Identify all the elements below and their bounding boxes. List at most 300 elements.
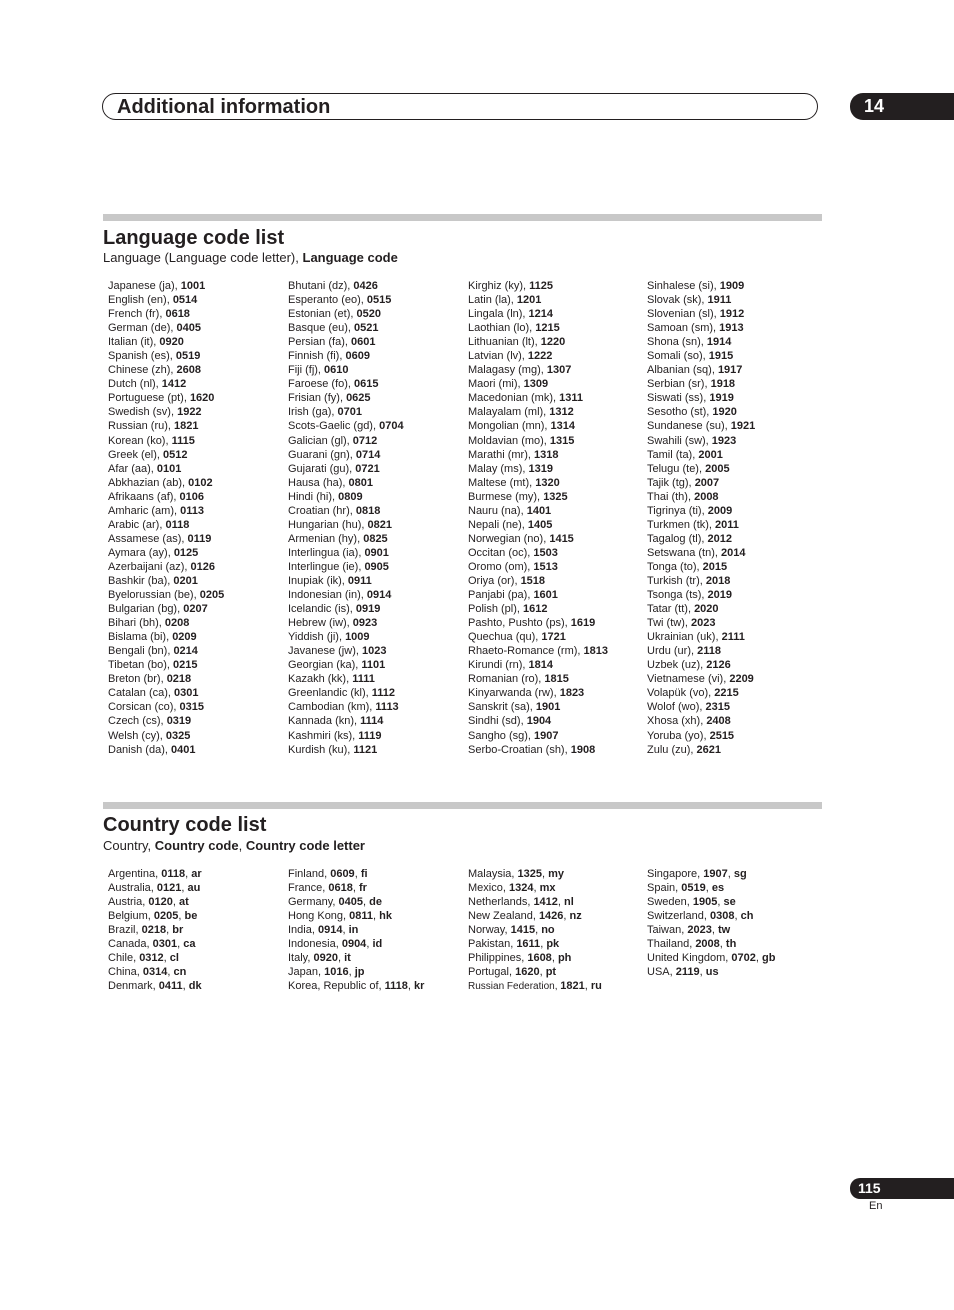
language-entry <box>288 700 404 714</box>
country-entry: Italy, 0920, it <box>288 952 351 965</box>
language-code: 1821 <box>174 420 199 433</box>
country-code: 1324 <box>508 882 534 895</box>
language-name: Scots-Gaelic (gd), <box>288 420 380 433</box>
language-name: Quechua (qu), <box>468 631 542 644</box>
language-entry <box>647 672 755 686</box>
country-entry: Brazil, 0218, br <box>108 924 184 937</box>
country-code-letter: hk <box>379 910 392 923</box>
language-name: Kashmiri (ks), <box>288 729 359 742</box>
language-entry <box>288 714 404 728</box>
language-entry <box>108 729 224 743</box>
language-name: English (en), <box>108 294 173 307</box>
language-name: Tagalog (tl), <box>647 532 708 545</box>
language-code: 0319 <box>166 715 192 728</box>
language-code: 1909 <box>719 280 745 292</box>
language-code: 0618 <box>165 308 190 321</box>
language-entry <box>468 658 608 672</box>
country-entry: Mexico, 1324, mx <box>468 882 556 895</box>
language-entry <box>108 434 224 448</box>
language-entry <box>647 321 755 335</box>
country-name: China, <box>108 966 143 979</box>
language-name: Hindi (hi), <box>288 490 339 503</box>
language-code: 2005 <box>705 462 730 475</box>
subtitle-plain: Country, <box>103 838 155 853</box>
language-entry <box>288 518 404 532</box>
country-code: 1325 <box>517 868 543 880</box>
language-entry <box>108 335 224 349</box>
country-name: Brazil, <box>108 924 142 937</box>
country-code: 1426 <box>538 910 564 923</box>
language-entry <box>468 546 608 560</box>
language-code: 1111 <box>352 673 375 686</box>
language-code: 1823 <box>559 687 585 700</box>
language-entry <box>108 560 224 574</box>
language-entry <box>468 377 608 391</box>
language-name: Polish (pl), <box>468 603 524 616</box>
country-code: 0120 <box>148 896 173 909</box>
language-section-title: Language code list <box>103 227 285 249</box>
language-entry <box>468 434 608 448</box>
language-name: Yoruba (yo), <box>647 729 710 742</box>
language-code: 2020 <box>694 603 719 616</box>
language-code: 1911 <box>707 294 732 307</box>
language-entry <box>468 419 608 433</box>
country-code: 0218 <box>141 924 167 937</box>
language-entry <box>288 729 404 743</box>
language-name: Tamil (ta), <box>647 448 699 461</box>
language-entry <box>108 700 224 714</box>
country-code-letter: mx <box>539 882 556 895</box>
language-name: Frisian (fy), <box>288 392 347 405</box>
language-entry <box>468 504 608 518</box>
country-name: France, <box>288 882 329 895</box>
language-entry <box>288 490 404 504</box>
language-code: 0118 <box>165 518 190 531</box>
language-code: 2014 <box>720 546 746 559</box>
language-name: Swedish (sv), <box>108 406 178 419</box>
country-name: Finland, <box>288 868 331 880</box>
language-name: Assamese (as), <box>108 532 188 545</box>
language-code: 1201 <box>516 294 542 307</box>
language-entry <box>647 546 755 560</box>
country-code: 1415 <box>510 924 536 937</box>
language-code: 0215 <box>173 659 198 672</box>
language-name: Sindhi (sd), <box>468 715 527 728</box>
language-code: 2111 <box>721 631 745 644</box>
language-entry <box>288 560 404 574</box>
language-code: 1814 <box>528 659 554 672</box>
country-code-letter: cl <box>169 952 179 965</box>
country-code: 1611 <box>516 938 541 951</box>
country-code-letter: my <box>548 868 565 880</box>
country-code-letter: kr <box>414 980 425 993</box>
language-name: Hungarian (hu), <box>288 518 368 531</box>
country-name: Thailand, <box>647 938 696 951</box>
country-code-letter: ru <box>590 980 602 993</box>
language-code: 2007 <box>694 476 720 489</box>
language-code: 0207 <box>183 603 208 616</box>
language-code: 0615 <box>354 378 379 391</box>
country-entry: Philippines, 1608, ph <box>468 952 572 965</box>
language-section-subtitle <box>103 250 398 266</box>
language-entry <box>647 560 755 574</box>
chapter-number-tab: 14 <box>850 93 954 120</box>
language-entry <box>468 644 608 658</box>
language-entry <box>288 588 404 602</box>
language-name: Estonian (et), <box>288 308 357 321</box>
language-entry <box>108 686 224 700</box>
country-code: 2023 <box>687 924 712 937</box>
language-entry <box>647 602 755 616</box>
language-code: 0721 <box>355 462 380 475</box>
language-entry <box>288 434 404 448</box>
language-name: Danish (da), <box>108 743 171 756</box>
language-entry <box>108 588 224 602</box>
language-entry <box>647 377 755 391</box>
country-code-letter: pt <box>545 966 557 979</box>
language-entry <box>647 419 755 433</box>
language-code: 0520 <box>356 308 381 321</box>
country-code: 1608 <box>527 952 552 965</box>
country-code: 0904 <box>341 938 367 951</box>
language-name: Nepali (ne), <box>468 518 528 531</box>
language-name: Inupiak (ik), <box>288 574 348 587</box>
language-code: 1914 <box>706 336 732 349</box>
language-name: Norwegian (no), <box>468 532 550 545</box>
language-entry <box>288 307 404 321</box>
language-code: 0218 <box>166 673 192 686</box>
country-code: 2008 <box>695 938 720 951</box>
language-entry <box>108 532 224 546</box>
country-entry: China, 0314, cn <box>108 966 187 979</box>
country-name: Australia, <box>108 882 157 895</box>
language-name: Slovak (sk), <box>647 294 708 307</box>
language-code: 1114 <box>360 715 384 728</box>
language-name: Czech (cs), <box>108 715 167 728</box>
language-entry <box>288 335 404 349</box>
language-entry <box>647 335 755 349</box>
language-entry <box>108 714 224 728</box>
country-name: Russian Federation, <box>468 981 561 993</box>
language-name: Uzbek (uz), <box>647 659 707 672</box>
language-code: 2023 <box>691 617 716 630</box>
language-entry <box>288 504 404 518</box>
language-name: Siswati (ss), <box>647 392 710 405</box>
language-code: 1415 <box>549 532 574 545</box>
language-name: Romanian (ro), <box>468 673 545 686</box>
language-code: 0911 <box>347 574 372 587</box>
section-divider-language <box>103 214 822 221</box>
language-name: Welsh (cy), <box>108 729 166 742</box>
language-entry <box>288 405 404 419</box>
country-code-letter: id <box>372 938 383 951</box>
language-entry <box>288 658 404 672</box>
language-name: Kinyarwanda (rw), <box>468 687 560 700</box>
country-entry: Hong Kong, 0811, hk <box>288 910 392 923</box>
language-name: Oromo (om), <box>468 560 534 573</box>
language-code: 1923 <box>711 434 737 447</box>
language-code: 2608 <box>176 364 201 377</box>
language-entry <box>108 321 224 335</box>
country-entry: Portugal, 1620, pt <box>468 966 557 979</box>
country-code: 1118 <box>384 980 408 993</box>
language-entry <box>647 532 755 546</box>
language-entry <box>468 476 608 490</box>
language-name: Amharic (am), <box>108 504 181 517</box>
language-code: 1912 <box>719 308 745 321</box>
language-entry <box>108 602 224 616</box>
country-name: Spain, <box>647 882 682 895</box>
language-entry <box>647 630 755 644</box>
language-entry <box>288 448 404 462</box>
country-name: Malaysia, <box>468 868 518 880</box>
country-name: Singapore, <box>647 868 704 880</box>
language-code: 2408 <box>706 715 731 728</box>
language-name: Armenian (hy), <box>288 532 364 545</box>
language-entry <box>288 672 404 686</box>
language-code: 0214 <box>173 645 198 658</box>
language-code: 1121 <box>353 743 378 756</box>
language-name: Finnish (fi), <box>288 350 346 363</box>
country-code-letter: au <box>187 882 201 895</box>
country-column-2 <box>288 867 424 993</box>
country-code: 0118 <box>161 868 186 880</box>
language-code: 0821 <box>367 518 392 531</box>
language-code: 1917 <box>717 364 743 377</box>
language-code: 0625 <box>346 392 371 405</box>
country-code-letter: in <box>348 924 359 937</box>
language-code: 1919 <box>709 392 734 405</box>
language-code: 1518 <box>520 574 546 587</box>
country-code: 0312 <box>139 952 164 965</box>
country-entry: Norway, 1415, no <box>468 924 555 937</box>
language-name: Byelorussian (be), <box>108 589 200 602</box>
language-code: 1009 <box>345 631 370 644</box>
language-entry <box>288 743 404 757</box>
country-code-letter: no <box>541 924 555 937</box>
language-name: Russian (ru), <box>108 420 175 433</box>
language-entry <box>108 363 224 377</box>
language-code: 1314 <box>550 420 576 433</box>
language-code: 1513 <box>533 560 558 573</box>
language-code: 1312 <box>549 406 574 419</box>
language-code: 0818 <box>355 504 381 517</box>
language-entry <box>108 462 224 476</box>
country-code: 0314 <box>142 966 168 979</box>
language-name: Wolof (wo), <box>647 701 706 714</box>
language-code: 1318 <box>534 448 559 461</box>
language-entry <box>468 630 608 644</box>
country-code-letter: ph <box>557 952 572 965</box>
language-code: 1320 <box>535 476 560 489</box>
language-name: Latin (la), <box>468 294 517 307</box>
country-name: Austria, <box>108 896 149 909</box>
language-entry <box>288 644 404 658</box>
country-name: Pakistan, <box>468 938 517 951</box>
country-entry: Argentina, 0118, ar <box>108 868 202 880</box>
language-entry <box>288 616 404 630</box>
country-code-letter: us <box>705 966 719 979</box>
country-entry: Belgium, 0205, be <box>108 910 198 923</box>
language-entry <box>288 532 404 546</box>
language-code: 0521 <box>354 322 379 335</box>
country-code: 1412 <box>533 896 558 909</box>
chapter-title: Additional information <box>117 96 331 118</box>
language-code: 2018 <box>705 574 731 587</box>
language-code: 1307 <box>546 364 572 377</box>
language-name: Latvian (lv), <box>468 350 528 363</box>
language-name: Cambodian (km), <box>288 701 376 714</box>
country-name: Sweden, <box>647 896 693 909</box>
language-name: Korean (ko), <box>108 434 172 447</box>
language-name: Twi (tw), <box>647 617 691 630</box>
language-name: Icelandic (is), <box>288 603 356 616</box>
country-code-letter: es <box>711 882 725 895</box>
language-code: 0126 <box>190 560 216 573</box>
country-code-letter: dk <box>188 980 202 993</box>
language-code: 1113 <box>375 701 399 714</box>
language-code: 0101 <box>156 462 182 475</box>
country-code-letter: nl <box>564 896 574 909</box>
country-code-letter: sg <box>733 868 747 880</box>
language-entry <box>108 574 224 588</box>
language-entry <box>647 448 755 462</box>
language-code: 0514 <box>172 294 198 307</box>
language-name: Maori (mi), <box>468 378 524 391</box>
language-entry <box>468 391 608 405</box>
country-code: 0519 <box>681 882 706 895</box>
country-name: Italy, <box>288 952 314 965</box>
language-name: Faroese (fo), <box>288 378 355 391</box>
country-code-letter: ch <box>740 910 754 923</box>
language-entry <box>108 616 224 630</box>
language-entry <box>468 532 608 546</box>
language-entry <box>647 462 755 476</box>
language-entry <box>647 686 755 700</box>
country-code: 0411 <box>158 980 183 993</box>
language-entry <box>468 448 608 462</box>
country-name: Norway, <box>468 924 511 937</box>
country-entry: Japan, 1016, jp <box>288 966 365 979</box>
language-name: Mongolian (mn), <box>468 420 551 433</box>
language-entry <box>288 602 404 616</box>
country-code: 0920 <box>313 952 338 965</box>
language-code: 1311 <box>559 392 583 405</box>
language-entry <box>468 462 608 476</box>
language-entry <box>647 293 755 307</box>
country-name: Philippines, <box>468 952 528 965</box>
language-code: 0125 <box>173 546 199 559</box>
language-code: 0113 <box>180 504 204 517</box>
language-entry <box>108 476 224 490</box>
language-entry <box>288 546 404 560</box>
language-entry <box>647 743 755 757</box>
language-name: Chinese (zh), <box>108 364 177 377</box>
language-column-4 <box>647 279 755 757</box>
language-entry <box>108 293 224 307</box>
language-name: Irish (ga), <box>288 406 338 419</box>
country-code-letter: gb <box>762 952 776 965</box>
language-entry <box>468 714 608 728</box>
country-code: 0205 <box>153 910 179 923</box>
language-name: Turkish (tr), <box>647 574 706 587</box>
country-name: Indonesia, <box>288 938 342 951</box>
country-entry: Finland, 0609, fi <box>288 868 368 880</box>
language-entry <box>288 377 404 391</box>
language-entry <box>647 616 755 630</box>
language-name: Javanese (jw), <box>288 645 362 658</box>
country-name: Argentina, <box>108 868 162 880</box>
language-name: Greenlandic (kl), <box>288 687 372 700</box>
language-code: 0801 <box>348 476 374 489</box>
language-entry <box>647 644 755 658</box>
language-name: Tibetan (bo), <box>108 659 174 672</box>
language-name: Hebrew (iw), <box>288 617 353 630</box>
language-column-1 <box>108 279 224 757</box>
language-entry <box>468 363 608 377</box>
country-name: Japan, <box>288 966 325 979</box>
language-entry <box>647 714 755 728</box>
language-entry <box>288 363 404 377</box>
language-entry <box>647 405 755 419</box>
language-code: 2126 <box>706 659 731 672</box>
language-entry <box>468 588 608 602</box>
language-code: 1601 <box>533 589 558 602</box>
language-code: 2621 <box>696 743 721 756</box>
country-code: 0301 <box>152 938 178 951</box>
language-name: Sanskrit (sa), <box>468 701 536 714</box>
language-name: Gujarati (gu), <box>288 462 356 475</box>
language-entry <box>108 349 224 363</box>
language-code: 2515 <box>709 729 735 742</box>
language-entry <box>108 672 224 686</box>
language-entry <box>108 504 224 518</box>
country-code: 1905 <box>692 896 718 909</box>
subtitle-plain: Language (Language code letter), <box>103 250 303 265</box>
country-code-letter: cn <box>173 966 187 979</box>
country-code-letter: ca <box>183 938 196 951</box>
language-entry <box>288 391 404 405</box>
language-name: Basque (eu), <box>288 322 355 335</box>
language-entry <box>108 391 224 405</box>
language-code: 0919 <box>355 603 381 616</box>
country-name: New Zealand, <box>468 910 539 923</box>
language-code: 1315 <box>549 434 575 447</box>
language-entry <box>108 743 224 757</box>
country-code-letter: th <box>725 938 737 951</box>
language-code: 0512 <box>163 448 188 461</box>
language-code: 2215 <box>714 687 739 700</box>
language-code: 1918 <box>710 378 736 391</box>
country-name: Hong Kong, <box>288 910 350 923</box>
language-entry <box>647 658 755 672</box>
language-entry <box>468 672 608 686</box>
language-name: Macedonian (mk), <box>468 392 560 405</box>
language-name: German (de), <box>108 322 177 335</box>
language-name: Sangho (sg), <box>468 729 535 742</box>
language-name: Spanish (es), <box>108 350 176 363</box>
language-entry <box>288 630 404 644</box>
language-code: 1023 <box>361 645 387 658</box>
language-code: 2011 <box>715 518 739 531</box>
language-name: Breton (br), <box>108 673 167 686</box>
language-name: Malay (ms), <box>468 462 529 475</box>
country-code-letter: br <box>172 924 184 937</box>
language-code: 2008 <box>694 490 719 503</box>
language-code: 1222 <box>527 350 553 363</box>
language-entry <box>647 574 755 588</box>
language-name: Serbo-Croatian (sh), <box>468 743 571 756</box>
